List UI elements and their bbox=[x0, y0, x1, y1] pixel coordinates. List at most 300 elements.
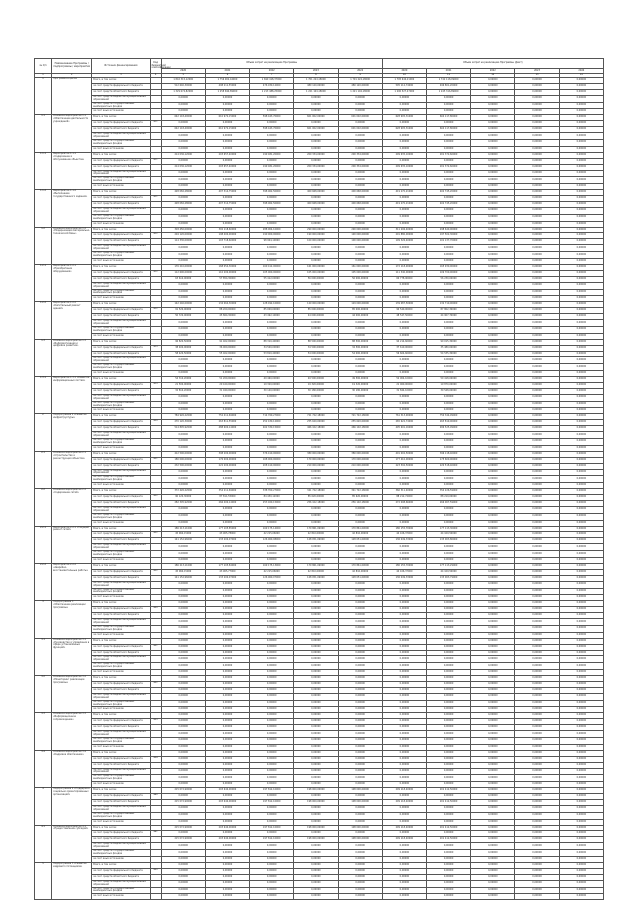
amount-cell: 601 002,00000 bbox=[294, 115, 338, 121]
amount-cell: 0,00000 bbox=[250, 95, 294, 102]
amount-cell: 0,00000 bbox=[161, 638, 205, 644]
amount-cell: 0,00000 bbox=[382, 320, 426, 327]
amount-cell: 0,00000 bbox=[559, 588, 603, 595]
amount-cell: 0,00000 bbox=[559, 744, 603, 750]
amount-cell: 0,00000 bbox=[471, 725, 515, 731]
header-year: 2022 bbox=[471, 69, 515, 74]
table-row bbox=[35, 252, 604, 259]
funding-source-cell: за счет иных источников bbox=[92, 856, 150, 862]
amount-cell: 0,00000 bbox=[559, 89, 603, 95]
amount-cell: 0,00000 bbox=[515, 296, 559, 302]
amount-cell: 0,00000 bbox=[515, 121, 559, 127]
amount-cell: 0,00000 bbox=[559, 164, 603, 170]
budget-code-cell bbox=[150, 357, 161, 364]
amount-cell: 0,00000 bbox=[250, 850, 294, 857]
amount-cell: 0,00000 bbox=[559, 538, 603, 544]
amount-cell: 0,00000 bbox=[382, 794, 426, 800]
amount-cell: 42 810,00000 bbox=[338, 569, 382, 575]
amount-cell: 721 722,18000 bbox=[338, 414, 382, 420]
amount-cell: 0,00000 bbox=[250, 856, 294, 862]
amount-cell: 0,00000 bbox=[426, 320, 470, 327]
amount-cell: 0,00000 bbox=[515, 345, 559, 351]
amount-cell: 0,00000 bbox=[559, 495, 603, 501]
table-row bbox=[35, 887, 604, 894]
table-row bbox=[35, 894, 604, 900]
amount-cell: 0,00000 bbox=[161, 557, 205, 563]
amount-cell: 0,00000 bbox=[338, 158, 382, 164]
amount-cell: 197 812,10000 bbox=[250, 800, 294, 806]
amount-cell: 0,00000 bbox=[338, 670, 382, 676]
amount-cell: 0,00000 bbox=[382, 296, 426, 302]
amount-cell: 0,00000 bbox=[426, 102, 470, 109]
amount-cell: 0,00000 bbox=[294, 95, 338, 102]
amount-cell: 201 880,00000 bbox=[382, 233, 426, 239]
funding-source-cell: Всего, в том числе: bbox=[92, 638, 150, 644]
header-index-cell: 8 bbox=[294, 74, 338, 78]
table-row bbox=[35, 214, 604, 221]
amount-cell: 0,00000 bbox=[471, 501, 515, 507]
amount-cell: 0,00000 bbox=[161, 762, 205, 768]
funding-source-cell: Всего, в том числе: bbox=[92, 825, 150, 831]
amount-cell: 0,00000 bbox=[515, 202, 559, 208]
amount-cell: 0,00000 bbox=[426, 158, 470, 164]
amount-cell: 642 118,40000 bbox=[161, 127, 205, 133]
amount-cell: 0,00000 bbox=[515, 563, 559, 569]
row-number-cell: 3.3 bbox=[35, 713, 52, 750]
amount-cell: 0,00000 bbox=[515, 308, 559, 314]
amount-cell: 0,00000 bbox=[338, 469, 382, 476]
amount-cell: 0,00000 bbox=[250, 146, 294, 152]
amount-cell: 215 072,90000 bbox=[161, 837, 205, 843]
measure-name-cell: Основное мероприятие 4.1 «Предоставление субсидий» bbox=[52, 825, 92, 862]
amount-cell: 215 072,90000 bbox=[161, 825, 205, 831]
measure-name-cell: Мероприятие 1.2.2 «Капитальный ремонт зданий» bbox=[52, 302, 92, 339]
amount-cell: 0,00000 bbox=[338, 357, 382, 364]
amount-cell: 0,00000 bbox=[250, 831, 294, 837]
measure-name-cell: Подпрограмма 2 «Развитие инфраструктуры» bbox=[52, 414, 92, 451]
amount-cell: 0,00000 bbox=[250, 601, 294, 607]
amount-cell: 0,00000 bbox=[382, 768, 426, 775]
amount-cell: 169 175,14000 bbox=[250, 526, 294, 532]
amount-cell: 0,00000 bbox=[205, 856, 249, 862]
amount-cell: 0,00000 bbox=[161, 619, 205, 626]
amount-cell: 0,00000 bbox=[294, 320, 338, 327]
amount-cell: 0,00000 bbox=[161, 775, 205, 782]
amount-cell: 0,00000 bbox=[559, 551, 603, 558]
amount-cell: 203 640,00000 bbox=[205, 825, 249, 831]
funding-source-cell: за счет средств областного бюджета bbox=[92, 127, 150, 133]
amount-cell: 398 200,00000 bbox=[205, 451, 249, 457]
amount-cell: 109 700,00000 bbox=[426, 270, 470, 276]
amount-cell: 0,00000 bbox=[250, 432, 294, 439]
amount-cell: 0,00000 bbox=[338, 644, 382, 650]
amount-cell: 0,00000 bbox=[338, 326, 382, 333]
header-group-fact: Объем затрат на реализацию Программы (факт) bbox=[382, 59, 603, 69]
funding-source-cell: за счет средств бюджетов муниципальных образований bbox=[92, 544, 150, 551]
amount-cell: 0,00000 bbox=[338, 880, 382, 887]
amount-cell: 0,00000 bbox=[515, 850, 559, 857]
amount-cell: 0,00000 bbox=[559, 894, 603, 900]
amount-cell: 0,00000 bbox=[250, 619, 294, 626]
amount-cell: 0,00000 bbox=[205, 158, 249, 164]
amount-cell: 0,00000 bbox=[161, 588, 205, 595]
amount-cell: 0,00000 bbox=[471, 314, 515, 320]
amount-cell: 0,00000 bbox=[205, 207, 249, 214]
amount-cell: 400 668,00000 bbox=[338, 190, 382, 196]
amount-cell: 0,00000 bbox=[426, 401, 470, 408]
amount-cell: 0,00000 bbox=[471, 788, 515, 794]
amount-cell: 0,00000 bbox=[426, 613, 470, 619]
amount-cell: 0,00000 bbox=[294, 476, 338, 483]
amount-cell: 0,00000 bbox=[559, 140, 603, 147]
amount-cell: 419 270,21000 bbox=[382, 202, 426, 208]
amount-cell: 0,00000 bbox=[471, 588, 515, 595]
funding-source-cell: за счет средств бюджетов муниципальных образований bbox=[92, 394, 150, 401]
amount-cell: 214 036,12000 bbox=[161, 164, 205, 170]
amount-cell: 505 112,74000 bbox=[382, 83, 426, 89]
amount-cell: 0,00000 bbox=[471, 768, 515, 775]
amount-cell: 0,00000 bbox=[382, 613, 426, 619]
amount-cell: 0,00000 bbox=[559, 607, 603, 613]
amount-cell: 180 155,70000 bbox=[382, 526, 426, 532]
amount-cell: 0,00000 bbox=[426, 245, 470, 252]
amount-cell: 0,00000 bbox=[471, 83, 515, 89]
amount-cell: 0,00000 bbox=[294, 738, 338, 745]
measure-name-cell: Программа в целом bbox=[52, 78, 92, 115]
budget-code-cell bbox=[150, 432, 161, 439]
amount-cell: 0,00000 bbox=[471, 862, 515, 868]
budget-code-cell bbox=[150, 133, 161, 140]
amount-cell: 0,00000 bbox=[471, 339, 515, 345]
amount-cell: 0,00000 bbox=[161, 177, 205, 184]
amount-cell: 0,00000 bbox=[382, 102, 426, 109]
row-number-cell: 5 bbox=[35, 862, 52, 899]
amount-cell: 0,00000 bbox=[338, 408, 382, 414]
amount-cell: 0,00000 bbox=[559, 401, 603, 408]
amount-cell: 0,00000 bbox=[471, 207, 515, 214]
amount-cell: 0,00000 bbox=[338, 768, 382, 775]
amount-cell: 0,00000 bbox=[161, 408, 205, 414]
table-row bbox=[35, 880, 604, 887]
amount-cell: 0,00000 bbox=[338, 296, 382, 302]
funding-source-cell: за счет средств бюджетов муниципальных образований bbox=[92, 133, 150, 140]
amount-cell: 0,00000 bbox=[426, 432, 470, 439]
amount-cell: 190 000,00000 bbox=[338, 233, 382, 239]
funding-source-cell: Всего, в том числе: bbox=[92, 526, 150, 532]
amount-cell: 0,00000 bbox=[515, 115, 559, 121]
amount-cell: 0,00000 bbox=[426, 750, 470, 756]
amount-cell: 0,00000 bbox=[471, 800, 515, 806]
measure-name-cell: Мероприятие 1.1.2 «Выполнение государственного задания» bbox=[52, 190, 92, 227]
measure-name-cell: Основное мероприятие 3.4 «Кадровое обеспечение» bbox=[52, 750, 92, 787]
amount-cell: 0,00000 bbox=[338, 762, 382, 768]
amount-cell: 198 000,00000 bbox=[338, 825, 382, 831]
amount-cell: 0,00000 bbox=[559, 874, 603, 880]
amount-cell: 0,00000 bbox=[294, 713, 338, 719]
amount-cell: 466 102,18000 bbox=[338, 426, 382, 432]
amount-cell: 0,00000 bbox=[338, 650, 382, 656]
header-index-cell: 14 bbox=[559, 74, 603, 78]
amount-cell: 400 668,00000 bbox=[294, 202, 338, 208]
header-index-cell: 2 bbox=[52, 74, 92, 78]
funding-source-cell: Всего, в том числе: bbox=[92, 152, 150, 158]
amount-cell: 761 313,90000 bbox=[382, 414, 426, 420]
amount-cell: 0,00000 bbox=[515, 133, 559, 140]
amount-cell: 0,00000 bbox=[205, 831, 249, 837]
funding-source-cell: за счет средств бюджетов муниципальных образований bbox=[92, 619, 150, 626]
amount-cell: 168 054,30000 bbox=[205, 264, 249, 270]
amount-cell: 0,00000 bbox=[161, 819, 205, 825]
amount-cell: 109 326,40000 bbox=[382, 239, 426, 245]
amount-cell: 0,00000 bbox=[338, 196, 382, 202]
amount-cell: 0,00000 bbox=[338, 819, 382, 825]
amount-cell: 198 000,00000 bbox=[294, 788, 338, 794]
table-row bbox=[35, 738, 604, 745]
amount-cell: 169 175,13000 bbox=[250, 563, 294, 569]
amount-cell: 0,00000 bbox=[559, 127, 603, 133]
amount-cell: 0,00000 bbox=[515, 221, 559, 227]
amount-cell: 0,00000 bbox=[161, 170, 205, 177]
budget-code-cell: 831 bbox=[150, 644, 161, 650]
amount-cell: 126 960,08000 bbox=[250, 538, 294, 544]
amount-cell: 201 412,50000 bbox=[426, 837, 470, 843]
amount-cell: 209 635,10000 bbox=[382, 164, 426, 170]
amount-cell: 0,00000 bbox=[294, 557, 338, 563]
funding-source-cell: за счет средств бюджетов муниципальных образований bbox=[92, 581, 150, 588]
amount-cell: 0,00000 bbox=[205, 862, 249, 868]
row-number-cell: 4 bbox=[35, 788, 52, 825]
amount-cell: 43 905,78000 bbox=[205, 532, 249, 538]
amount-cell: 0,00000 bbox=[515, 457, 559, 463]
amount-cell: 311 206,40000 bbox=[382, 227, 426, 233]
amount-cell: 0,00000 bbox=[515, 233, 559, 239]
amount-cell: 0,00000 bbox=[294, 644, 338, 650]
amount-cell: 0,00000 bbox=[294, 432, 338, 439]
amount-cell: 0,00000 bbox=[515, 607, 559, 613]
amount-cell: 0,00000 bbox=[205, 843, 249, 850]
amount-cell: 0,00000 bbox=[471, 557, 515, 563]
amount-cell: 0,00000 bbox=[382, 214, 426, 221]
amount-cell: 54 310,20000 bbox=[161, 377, 205, 383]
amount-cell: 200 334,00000 bbox=[294, 164, 338, 170]
amount-cell: 0,00000 bbox=[515, 282, 559, 289]
amount-cell: 0,00000 bbox=[250, 862, 294, 868]
amount-cell: 0,00000 bbox=[515, 687, 559, 693]
amount-cell: 0,00000 bbox=[338, 520, 382, 526]
amount-cell: 0,00000 bbox=[338, 613, 382, 619]
amount-cell: 0,00000 bbox=[515, 520, 559, 526]
amount-cell: 165 930,00000 bbox=[426, 264, 470, 270]
amount-cell: 0,00000 bbox=[559, 190, 603, 196]
amount-cell: 0,00000 bbox=[294, 874, 338, 880]
budget-code-cell bbox=[150, 513, 161, 520]
amount-cell: 0,00000 bbox=[250, 109, 294, 115]
amount-cell: 0,00000 bbox=[338, 812, 382, 819]
amount-cell: 0,00000 bbox=[471, 625, 515, 632]
amount-cell: 0,00000 bbox=[471, 258, 515, 264]
amount-cell: 96 820,50000 bbox=[161, 339, 205, 345]
measure-name-cell: Основное мероприятие 3.2 «Мониторинг реализации программы» bbox=[52, 676, 92, 713]
measure-name-cell: Мероприятие 2.2.2 «Аварийно-восстановительные работы» bbox=[52, 563, 92, 600]
amount-cell: 0,00000 bbox=[161, 544, 205, 551]
amount-cell: 0,00000 bbox=[515, 408, 559, 414]
amount-cell: 0,00000 bbox=[426, 296, 470, 302]
amount-cell: 103 718,60000 bbox=[205, 239, 249, 245]
amount-cell: 0,00000 bbox=[250, 638, 294, 644]
amount-cell: 0,00000 bbox=[471, 506, 515, 513]
amount-cell: 0,00000 bbox=[205, 805, 249, 812]
amount-cell: 0,00000 bbox=[205, 333, 249, 339]
amount-cell: 0,00000 bbox=[426, 326, 470, 333]
table-body bbox=[35, 78, 604, 900]
amount-cell: 56 000,00000 bbox=[338, 276, 382, 282]
amount-cell: 0,00000 bbox=[338, 625, 382, 632]
amount-cell: 0,00000 bbox=[382, 177, 426, 184]
budget-code-cell bbox=[150, 731, 161, 738]
amount-cell: 0,00000 bbox=[382, 394, 426, 401]
amount-cell: 0,00000 bbox=[205, 133, 249, 140]
amount-cell: 0,00000 bbox=[382, 357, 426, 364]
amount-cell: 0,00000 bbox=[205, 581, 249, 588]
amount-cell: 0,00000 bbox=[338, 551, 382, 558]
funding-source-cell: за счет средств бюджетов муниципальных образований bbox=[92, 843, 150, 850]
table-row bbox=[35, 700, 604, 707]
amount-cell: 0,00000 bbox=[471, 887, 515, 894]
amount-cell: 0,00000 bbox=[471, 563, 515, 569]
amount-cell: 0,00000 bbox=[471, 613, 515, 619]
amount-cell: 0,00000 bbox=[515, 314, 559, 320]
amount-cell: 0,00000 bbox=[161, 663, 205, 670]
amount-cell: 0,00000 bbox=[382, 170, 426, 177]
measure-name-cell: Основное мероприятие 1.3 «Информатизация и цифровое развитие» bbox=[52, 339, 92, 376]
amount-cell: 0,00000 bbox=[338, 725, 382, 731]
amount-cell: 0,00000 bbox=[250, 719, 294, 725]
amount-cell: 0,00000 bbox=[250, 394, 294, 401]
amount-cell: 0,00000 bbox=[471, 451, 515, 457]
funding-source-cell: за счет средств федерального бюджета bbox=[92, 607, 150, 613]
funding-source-cell: за счет средств бюджетов муниципальных образований bbox=[92, 95, 150, 102]
amount-cell: 0,00000 bbox=[382, 744, 426, 750]
amount-cell: 0,00000 bbox=[294, 731, 338, 738]
amount-cell: 0,00000 bbox=[294, 663, 338, 670]
amount-cell: 57 854,30000 bbox=[205, 276, 249, 282]
amount-cell: 0,00000 bbox=[471, 825, 515, 831]
amount-cell: 0,00000 bbox=[471, 663, 515, 670]
amount-cell: 0,00000 bbox=[382, 551, 426, 558]
amount-cell: 0,00000 bbox=[559, 282, 603, 289]
amount-cell: 0,00000 bbox=[161, 707, 205, 713]
amount-cell: 0,00000 bbox=[382, 252, 426, 259]
amount-cell: 272 098,66000 bbox=[382, 501, 426, 507]
amount-cell: 0,00000 bbox=[205, 794, 249, 800]
funding-source-cell: Всего, в том числе: bbox=[92, 862, 150, 868]
amount-cell: 88 500,00000 bbox=[294, 339, 338, 345]
amount-cell: 0,00000 bbox=[471, 483, 515, 489]
funding-source-cell: за счет средств федерального бюджета bbox=[92, 158, 150, 164]
amount-cell: 0,00000 bbox=[426, 513, 470, 520]
amount-cell: 0,00000 bbox=[515, 768, 559, 775]
amount-cell: 0,00000 bbox=[161, 289, 205, 296]
amount-cell: 0,00000 bbox=[471, 463, 515, 469]
amount-cell: 0,00000 bbox=[161, 681, 205, 687]
amount-cell: 42 215,06000 bbox=[250, 532, 294, 538]
amount-cell: 0,00000 bbox=[559, 557, 603, 563]
amount-cell: 0,00000 bbox=[250, 469, 294, 476]
budget-code-cell: 813 bbox=[150, 382, 161, 388]
amount-cell: 0,00000 bbox=[471, 308, 515, 314]
amount-cell: 0,00000 bbox=[338, 282, 382, 289]
funding-source-cell: за счет средств областного бюджета bbox=[92, 388, 150, 394]
amount-cell: 0,00000 bbox=[250, 632, 294, 638]
amount-cell: 56 000,00000 bbox=[294, 276, 338, 282]
funding-source-cell: за счет средств бюджетов муниципальных образований bbox=[92, 245, 150, 252]
amount-cell: 0,00000 bbox=[559, 196, 603, 202]
amount-cell: 0,00000 bbox=[382, 874, 426, 880]
amount-cell: 0,00000 bbox=[338, 700, 382, 707]
amount-cell: 0,00000 bbox=[250, 357, 294, 364]
amount-cell: 90 540,00000 bbox=[382, 308, 426, 314]
amount-cell: 170 861,09000 bbox=[294, 526, 338, 532]
amount-cell: 0,00000 bbox=[382, 670, 426, 676]
amount-cell: 0,00000 bbox=[471, 520, 515, 526]
amount-cell: 0,00000 bbox=[382, 663, 426, 670]
amount-cell: 402 745,20000 bbox=[426, 202, 470, 208]
amount-cell: 203 640,00000 bbox=[205, 837, 249, 843]
amount-cell: 0,00000 bbox=[294, 401, 338, 408]
amount-cell: 0,00000 bbox=[205, 320, 249, 327]
amount-cell: 0,00000 bbox=[161, 756, 205, 762]
funding-source-cell: за счет средств федерального бюджета bbox=[92, 121, 150, 127]
funding-source-cell: за счет средств государственных внебюджетных фондов bbox=[92, 588, 150, 595]
amount-cell: 0,00000 bbox=[515, 302, 559, 308]
amount-cell: 0,00000 bbox=[471, 880, 515, 887]
amount-cell: 142 240,00000 bbox=[161, 302, 205, 308]
funding-source-cell: Всего, в том числе: bbox=[92, 563, 150, 569]
amount-cell: 0,00000 bbox=[382, 638, 426, 644]
amount-cell: 0,00000 bbox=[471, 420, 515, 426]
amount-cell: 0,00000 bbox=[426, 650, 470, 656]
amount-cell: 0,00000 bbox=[515, 569, 559, 575]
funding-source-cell: за счет средств областного бюджета bbox=[92, 276, 150, 282]
amount-cell: 0,00000 bbox=[205, 221, 249, 227]
budget-code-cell: 822 bbox=[150, 532, 161, 538]
amount-cell: 0,00000 bbox=[250, 333, 294, 339]
table-row bbox=[35, 439, 604, 446]
amount-cell: 0,00000 bbox=[250, 782, 294, 788]
amount-cell: 0,00000 bbox=[559, 762, 603, 768]
amount-cell: 30 140,00000 bbox=[250, 388, 294, 394]
amount-cell: 0,00000 bbox=[382, 146, 426, 152]
amount-cell: 177 113,29000 bbox=[426, 563, 470, 569]
funding-source-cell: за счет средств государственных внебюджетных фондов bbox=[92, 140, 150, 147]
amount-cell: 0,00000 bbox=[471, 469, 515, 476]
amount-cell: 0,00000 bbox=[515, 227, 559, 233]
amount-cell: 0,00000 bbox=[559, 670, 603, 676]
amount-cell: 0,00000 bbox=[515, 581, 559, 588]
amount-cell: 0,00000 bbox=[515, 800, 559, 806]
amount-cell: 0,00000 bbox=[250, 588, 294, 595]
amount-cell: 0,00000 bbox=[250, 843, 294, 850]
amount-cell: 0,00000 bbox=[559, 302, 603, 308]
amount-cell: 0,00000 bbox=[161, 133, 205, 140]
funding-source-cell: за счет средств бюджетов муниципальных образований bbox=[92, 170, 150, 177]
funding-source-cell: за счет средств бюджетов муниципальных образований bbox=[92, 432, 150, 439]
amount-cell: 341 722,18000 bbox=[294, 489, 338, 495]
amount-cell: 0,00000 bbox=[471, 264, 515, 270]
amount-cell: 0,00000 bbox=[515, 713, 559, 719]
budget-code-cell: 822 bbox=[150, 495, 161, 501]
amount-cell: 0,00000 bbox=[471, 140, 515, 147]
